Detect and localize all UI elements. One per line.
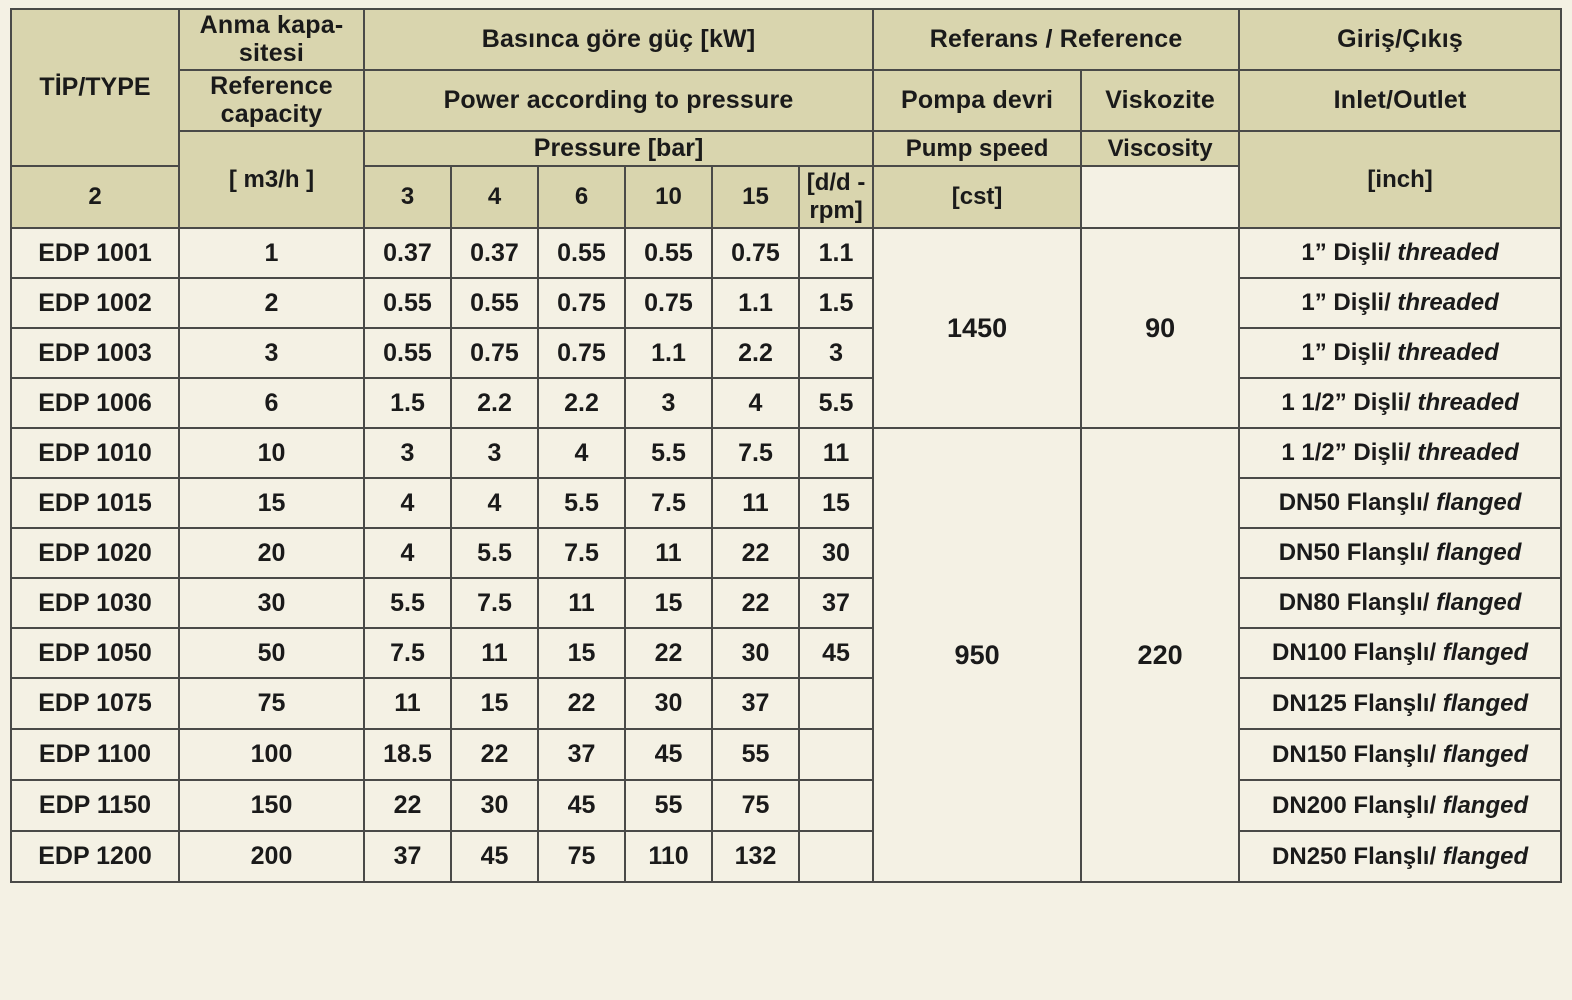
row-power-15: 30 [799, 528, 873, 578]
io-italic: threaded [1390, 339, 1499, 366]
viscosity-group-1: 90 [1081, 228, 1239, 428]
row-capacity: 20 [179, 528, 364, 578]
row-power-10: 30 [712, 628, 799, 678]
row-power-10: 2.2 [712, 328, 799, 378]
io-bold: 1 1/2” Dişli/ [1281, 389, 1411, 416]
io-italic: threaded [1390, 289, 1499, 316]
row-power-2: 0.55 [364, 328, 451, 378]
table-row [11, 628, 1561, 678]
row-power-3: 2.2 [451, 378, 538, 428]
row-power-10: 4 [712, 378, 799, 428]
row-power-6: 55 [625, 780, 712, 831]
header-viscosity-tr: Viskozite [1081, 70, 1239, 131]
row-inlet-outlet [1239, 228, 1561, 278]
io-italic: flanged [1429, 589, 1522, 616]
header-pressure-10: 10 [625, 166, 712, 228]
row-power-3: 45 [451, 831, 538, 882]
header-power-tr: Basınca göre güç [kW] [364, 9, 873, 70]
row-type: EDP 1200 [11, 831, 179, 882]
row-power-4: 4 [538, 428, 625, 478]
io-bold: DN150 Flanşlı/ [1272, 740, 1437, 768]
header-pressure-label: Pressure [bar] [364, 131, 873, 166]
io-bold: DN200 Flanşlı/ [1272, 791, 1437, 819]
header-pump-speed-tr: Pompa devri [873, 70, 1081, 131]
row-type: EDP 1015 [11, 478, 179, 528]
row-power-3: 7.5 [451, 578, 538, 628]
row-power-3: 3 [451, 428, 538, 478]
header-pump-speed-en: Pump speed [873, 131, 1081, 166]
row-power-2: 5.5 [364, 578, 451, 628]
row-power-2: 7.5 [364, 628, 451, 678]
io-italic: flanged [1429, 489, 1522, 516]
header-reference: Referans / Reference [873, 9, 1239, 70]
row-power-4: 2.2 [538, 378, 625, 428]
header-row-1 [11, 9, 1561, 70]
header-capacity-en: Reference capacity [179, 70, 364, 131]
row-power-15 [799, 729, 873, 780]
row-power-10: 1.1 [712, 278, 799, 328]
row-inlet-outlet [1239, 528, 1561, 578]
row-power-4: 11 [538, 578, 625, 628]
row-power-4: 15 [538, 628, 625, 678]
header-capacity-unit: [ m3/h ] [179, 131, 364, 228]
row-power-6: 22 [625, 628, 712, 678]
io-italic: flanged [1436, 689, 1529, 717]
row-power-4: 7.5 [538, 528, 625, 578]
row-inlet-outlet [1239, 378, 1561, 428]
row-capacity: 75 [179, 678, 364, 729]
row-power-3: 11 [451, 628, 538, 678]
row-power-10: 132 [712, 831, 799, 882]
io-bold: DN100 Flanşlı/ [1272, 639, 1437, 666]
row-power-15: 1.5 [799, 278, 873, 328]
row-power-4: 75 [538, 831, 625, 882]
row-power-2: 22 [364, 780, 451, 831]
io-bold: DN50 Flanşlı/ [1278, 539, 1430, 566]
header-pump-speed-unit: [d/d - rpm] [799, 166, 873, 228]
row-power-2: 18.5 [364, 729, 451, 780]
row-capacity: 10 [179, 428, 364, 478]
row-power-3: 30 [451, 780, 538, 831]
row-inlet-outlet [1239, 780, 1561, 831]
header-viscosity-en: Viscosity [1081, 131, 1239, 166]
row-capacity: 200 [179, 831, 364, 882]
row-power-10: 7.5 [712, 428, 799, 478]
io-italic: threaded [1410, 389, 1519, 416]
header-row-3 [11, 131, 1561, 166]
io-bold: DN80 Flanşlı/ [1278, 589, 1430, 616]
row-type: EDP 1150 [11, 780, 179, 831]
header-pressure-15: 15 [712, 166, 799, 228]
pump-specification-table [10, 8, 1562, 883]
row-power-2: 3 [364, 428, 451, 478]
row-power-15: 1.1 [799, 228, 873, 278]
row-power-10: 0.75 [712, 228, 799, 278]
row-power-15: 37 [799, 578, 873, 628]
row-power-6: 45 [625, 729, 712, 780]
row-power-6: 15 [625, 578, 712, 628]
row-power-15 [799, 780, 873, 831]
row-power-10: 11 [712, 478, 799, 528]
row-power-15: 3 [799, 328, 873, 378]
row-power-2: 4 [364, 478, 451, 528]
row-power-3: 22 [451, 729, 538, 780]
header-row-2 [11, 70, 1561, 131]
row-type: EDP 1006 [11, 378, 179, 428]
row-power-4: 45 [538, 780, 625, 831]
pump-speed-group-1: 1450 [873, 228, 1081, 428]
header-inlet-outlet-en: Inlet/Outlet [1239, 70, 1561, 131]
table-row [11, 780, 1561, 831]
row-power-3: 0.37 [451, 228, 538, 278]
row-capacity: 3 [179, 328, 364, 378]
row-inlet-outlet [1239, 628, 1561, 678]
row-power-2: 0.55 [364, 278, 451, 328]
row-capacity: 100 [179, 729, 364, 780]
row-power-15: 15 [799, 478, 873, 528]
row-capacity: 150 [179, 780, 364, 831]
row-power-4: 0.55 [538, 228, 625, 278]
table-row [11, 578, 1561, 628]
header-type: TİP/TYPE [11, 9, 179, 166]
header-capacity-tr: Anma kapa-sitesi [179, 9, 364, 70]
row-power-4: 0.75 [538, 278, 625, 328]
row-power-15 [799, 831, 873, 882]
row-power-15: 45 [799, 628, 873, 678]
row-type: EDP 1020 [11, 528, 179, 578]
row-power-6: 5.5 [625, 428, 712, 478]
row-capacity: 6 [179, 378, 364, 428]
io-italic: flanged [1436, 740, 1529, 768]
row-inlet-outlet [1239, 578, 1561, 628]
row-power-6: 1.1 [625, 328, 712, 378]
row-inlet-outlet [1239, 328, 1561, 378]
header-pressure-2: 2 [11, 166, 179, 228]
row-power-2: 4 [364, 528, 451, 578]
io-bold: DN125 Flanşlı/ [1272, 689, 1437, 717]
row-power-3: 0.75 [451, 328, 538, 378]
io-bold: DN250 Flanşlı/ [1272, 842, 1437, 870]
row-power-15 [799, 678, 873, 729]
header-inlet-outlet-unit: [inch] [1239, 131, 1561, 228]
row-inlet-outlet [1239, 678, 1561, 729]
row-type: EDP 1050 [11, 628, 179, 678]
row-power-3: 15 [451, 678, 538, 729]
row-power-3: 0.55 [451, 278, 538, 328]
row-inlet-outlet [1239, 278, 1561, 328]
table-body [11, 228, 1561, 882]
row-power-10: 37 [712, 678, 799, 729]
io-bold: 1” Dişli/ [1301, 289, 1391, 316]
row-capacity: 30 [179, 578, 364, 628]
row-power-10: 22 [712, 578, 799, 628]
row-power-6: 3 [625, 378, 712, 428]
row-power-10: 55 [712, 729, 799, 780]
row-type: EDP 1030 [11, 578, 179, 628]
row-inlet-outlet [1239, 831, 1561, 882]
table-row [11, 729, 1561, 780]
io-bold: 1” Dişli/ [1301, 239, 1391, 266]
header-viscosity-unit: [cst] [873, 166, 1081, 228]
row-power-4: 5.5 [538, 478, 625, 528]
row-power-15: 5.5 [799, 378, 873, 428]
row-power-6: 110 [625, 831, 712, 882]
io-bold: 1” Dişli/ [1301, 339, 1391, 366]
table-row [11, 831, 1561, 882]
row-power-2: 0.37 [364, 228, 451, 278]
row-type: EDP 1100 [11, 729, 179, 780]
row-power-2: 1.5 [364, 378, 451, 428]
io-bold: DN50 Flanşlı/ [1278, 489, 1430, 516]
row-power-2: 37 [364, 831, 451, 882]
row-power-2: 11 [364, 678, 451, 729]
row-power-6: 30 [625, 678, 712, 729]
row-power-15: 11 [799, 428, 873, 478]
io-italic: flanged [1429, 539, 1522, 566]
row-power-6: 11 [625, 528, 712, 578]
pump-speed-group-2: 950 [873, 428, 1081, 882]
row-power-3: 5.5 [451, 528, 538, 578]
row-power-4: 22 [538, 678, 625, 729]
header-pressure-3: 3 [364, 166, 451, 228]
table-row [11, 528, 1561, 578]
viscosity-group-2: 220 [1081, 428, 1239, 882]
row-capacity: 50 [179, 628, 364, 678]
row-power-10: 22 [712, 528, 799, 578]
table-row [11, 378, 1561, 428]
header-power-en: Power according to pressure [364, 70, 873, 131]
row-power-6: 0.75 [625, 278, 712, 328]
io-italic: threaded [1390, 239, 1499, 266]
row-type: EDP 1010 [11, 428, 179, 478]
row-power-4: 0.75 [538, 328, 625, 378]
row-capacity: 1 [179, 228, 364, 278]
row-power-6: 0.55 [625, 228, 712, 278]
header-pressure-4: 4 [451, 166, 538, 228]
io-italic: threaded [1410, 439, 1519, 466]
row-inlet-outlet [1239, 729, 1561, 780]
table-row [11, 228, 1561, 278]
table-row [11, 278, 1561, 328]
row-power-4: 37 [538, 729, 625, 780]
io-italic: flanged [1436, 791, 1529, 819]
io-italic: flanged [1436, 639, 1529, 666]
row-power-6: 7.5 [625, 478, 712, 528]
row-inlet-outlet [1239, 428, 1561, 478]
io-bold: 1 1/2” Dişli/ [1281, 439, 1411, 466]
row-capacity: 15 [179, 478, 364, 528]
row-capacity: 2 [179, 278, 364, 328]
table-row [11, 478, 1561, 528]
table-row [11, 428, 1561, 478]
row-inlet-outlet [1239, 478, 1561, 528]
row-type: EDP 1075 [11, 678, 179, 729]
table-row [11, 678, 1561, 729]
row-type: EDP 1001 [11, 228, 179, 278]
header-inlet-outlet-tr: Giriş/Çıkış [1239, 9, 1561, 70]
row-type: EDP 1002 [11, 278, 179, 328]
row-power-10: 75 [712, 780, 799, 831]
row-power-3: 4 [451, 478, 538, 528]
table-row [11, 328, 1561, 378]
row-type: EDP 1003 [11, 328, 179, 378]
io-italic: flanged [1436, 842, 1529, 870]
header-pressure-6: 6 [538, 166, 625, 228]
